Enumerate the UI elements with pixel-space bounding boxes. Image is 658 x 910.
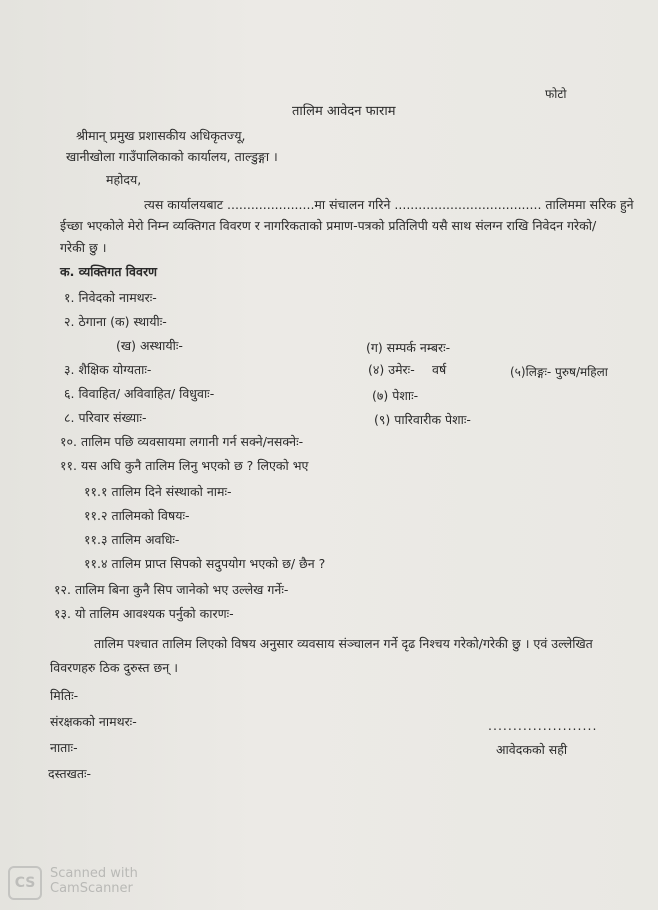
scanner-watermark [8, 862, 158, 902]
field-training-institute: ११.१ तालिम दिने संस्थाको नामः- [84, 484, 232, 499]
section-heading: क. व्यक्तिगत विवरण [60, 264, 158, 279]
watermark-line-1: Scanned with [50, 866, 138, 881]
intro-line-3: गरेकी छु । [60, 240, 107, 255]
declaration-line-1: तालिम पश्चात तालिम लिएको विषय अनुसार व्यवसाय संञ्चालन गर्ने दृढ निश्चय गरेको/गरेकी छु । एवं उल्लेखित [94, 636, 593, 651]
field-previous-training: ११. यस अघि कुनै तालिम लिनु भएको छ ? लिएको भए [60, 458, 309, 473]
intro-line-2: ईच्छा भएकोले मेरो निम्न व्यक्तिगत विवरण र नागरिकताको प्रमाण-पत्रको प्रतिलिपी यसै साथ संलग्न राखि निवेदन गरेको/ [60, 218, 597, 233]
field-training-subject: ११.२ तालिमको विषयः- [84, 508, 190, 523]
field-occupation: (७) पेशाः- [372, 388, 419, 403]
field-age-unit: वर्ष [432, 362, 447, 377]
field-training-duration: ११.३ तालिम अवधिः- [84, 532, 180, 547]
watermark-text [50, 866, 138, 896]
date-label: मितिः- [50, 688, 79, 703]
field-permanent-address: २. ठेगाना (क) स्थायीः- [64, 314, 167, 329]
relation-label: नाताः- [50, 740, 78, 755]
field-skill-without-training: १२. तालिम बिना कुनै सिप जानेको भए उल्लेख गर्नेः- [54, 582, 289, 597]
intro-line-1: त्यस कार्यालयबाट ......................मा संचालन गरिने ..................................... तालिममा सरिक हुने [144, 197, 634, 212]
guardian-signature-label: दस्तखतः- [48, 766, 92, 781]
field-investment: १०. तालिम पछि व्यवसायमा लगानी गर्न सक्ने/नसक्नेः- [60, 434, 304, 449]
declaration-line-2: विवरणहरु ठिक दुरुस्त छन् । [50, 660, 178, 675]
camscanner-logo-icon: CS [8, 866, 42, 900]
field-age: (४) उमेरः- [368, 362, 415, 377]
field-reason: १३. यो तालिम आवश्यक पर्नुको कारणः- [54, 606, 234, 621]
office-line: खानीखोला गाउँपालिकाको कार्यालय, ताल्डुङ्गा । [66, 149, 278, 164]
signature-line: ...................... [488, 718, 598, 733]
field-education: ३. शैक्षिक योग्यताः- [64, 362, 152, 377]
salutation: महोदय, [106, 172, 142, 187]
field-applicant-name: १. निवेदको नामथरः- [64, 290, 157, 305]
photo-label: फोटो [545, 87, 567, 101]
field-gender: (५)लिङ्गः- पुरुष/महिला [510, 365, 608, 379]
applicant-signature-label: आवेदकको सही [496, 742, 568, 757]
form-title: तालिम आवेदन फाराम [292, 104, 396, 119]
field-contact-number: (ग) सम्पर्क नम्बरः- [366, 340, 451, 355]
field-marital-status: ६. विवाहित/ अविवाहित/ विधुवाः- [64, 386, 215, 401]
field-family-occupation: (९) पारिवारीक पेशाः- [374, 412, 471, 427]
field-temporary-address: (ख) अस्थायीः- [116, 338, 183, 353]
guardian-name-label: संरक्षकको नामथरः- [50, 714, 137, 729]
field-family-size: ८. परिवार संख्याः- [64, 410, 147, 425]
addressee-line: श्रीमान् प्रमुख प्रशासकीय अधिकृतज्यू, [76, 128, 246, 143]
field-skill-usage: ११.४ तालिम प्राप्त सिपको सदुपयोग भएको छ/ छैन ? [84, 556, 326, 571]
watermark-line-2: CamScanner [50, 881, 133, 896]
